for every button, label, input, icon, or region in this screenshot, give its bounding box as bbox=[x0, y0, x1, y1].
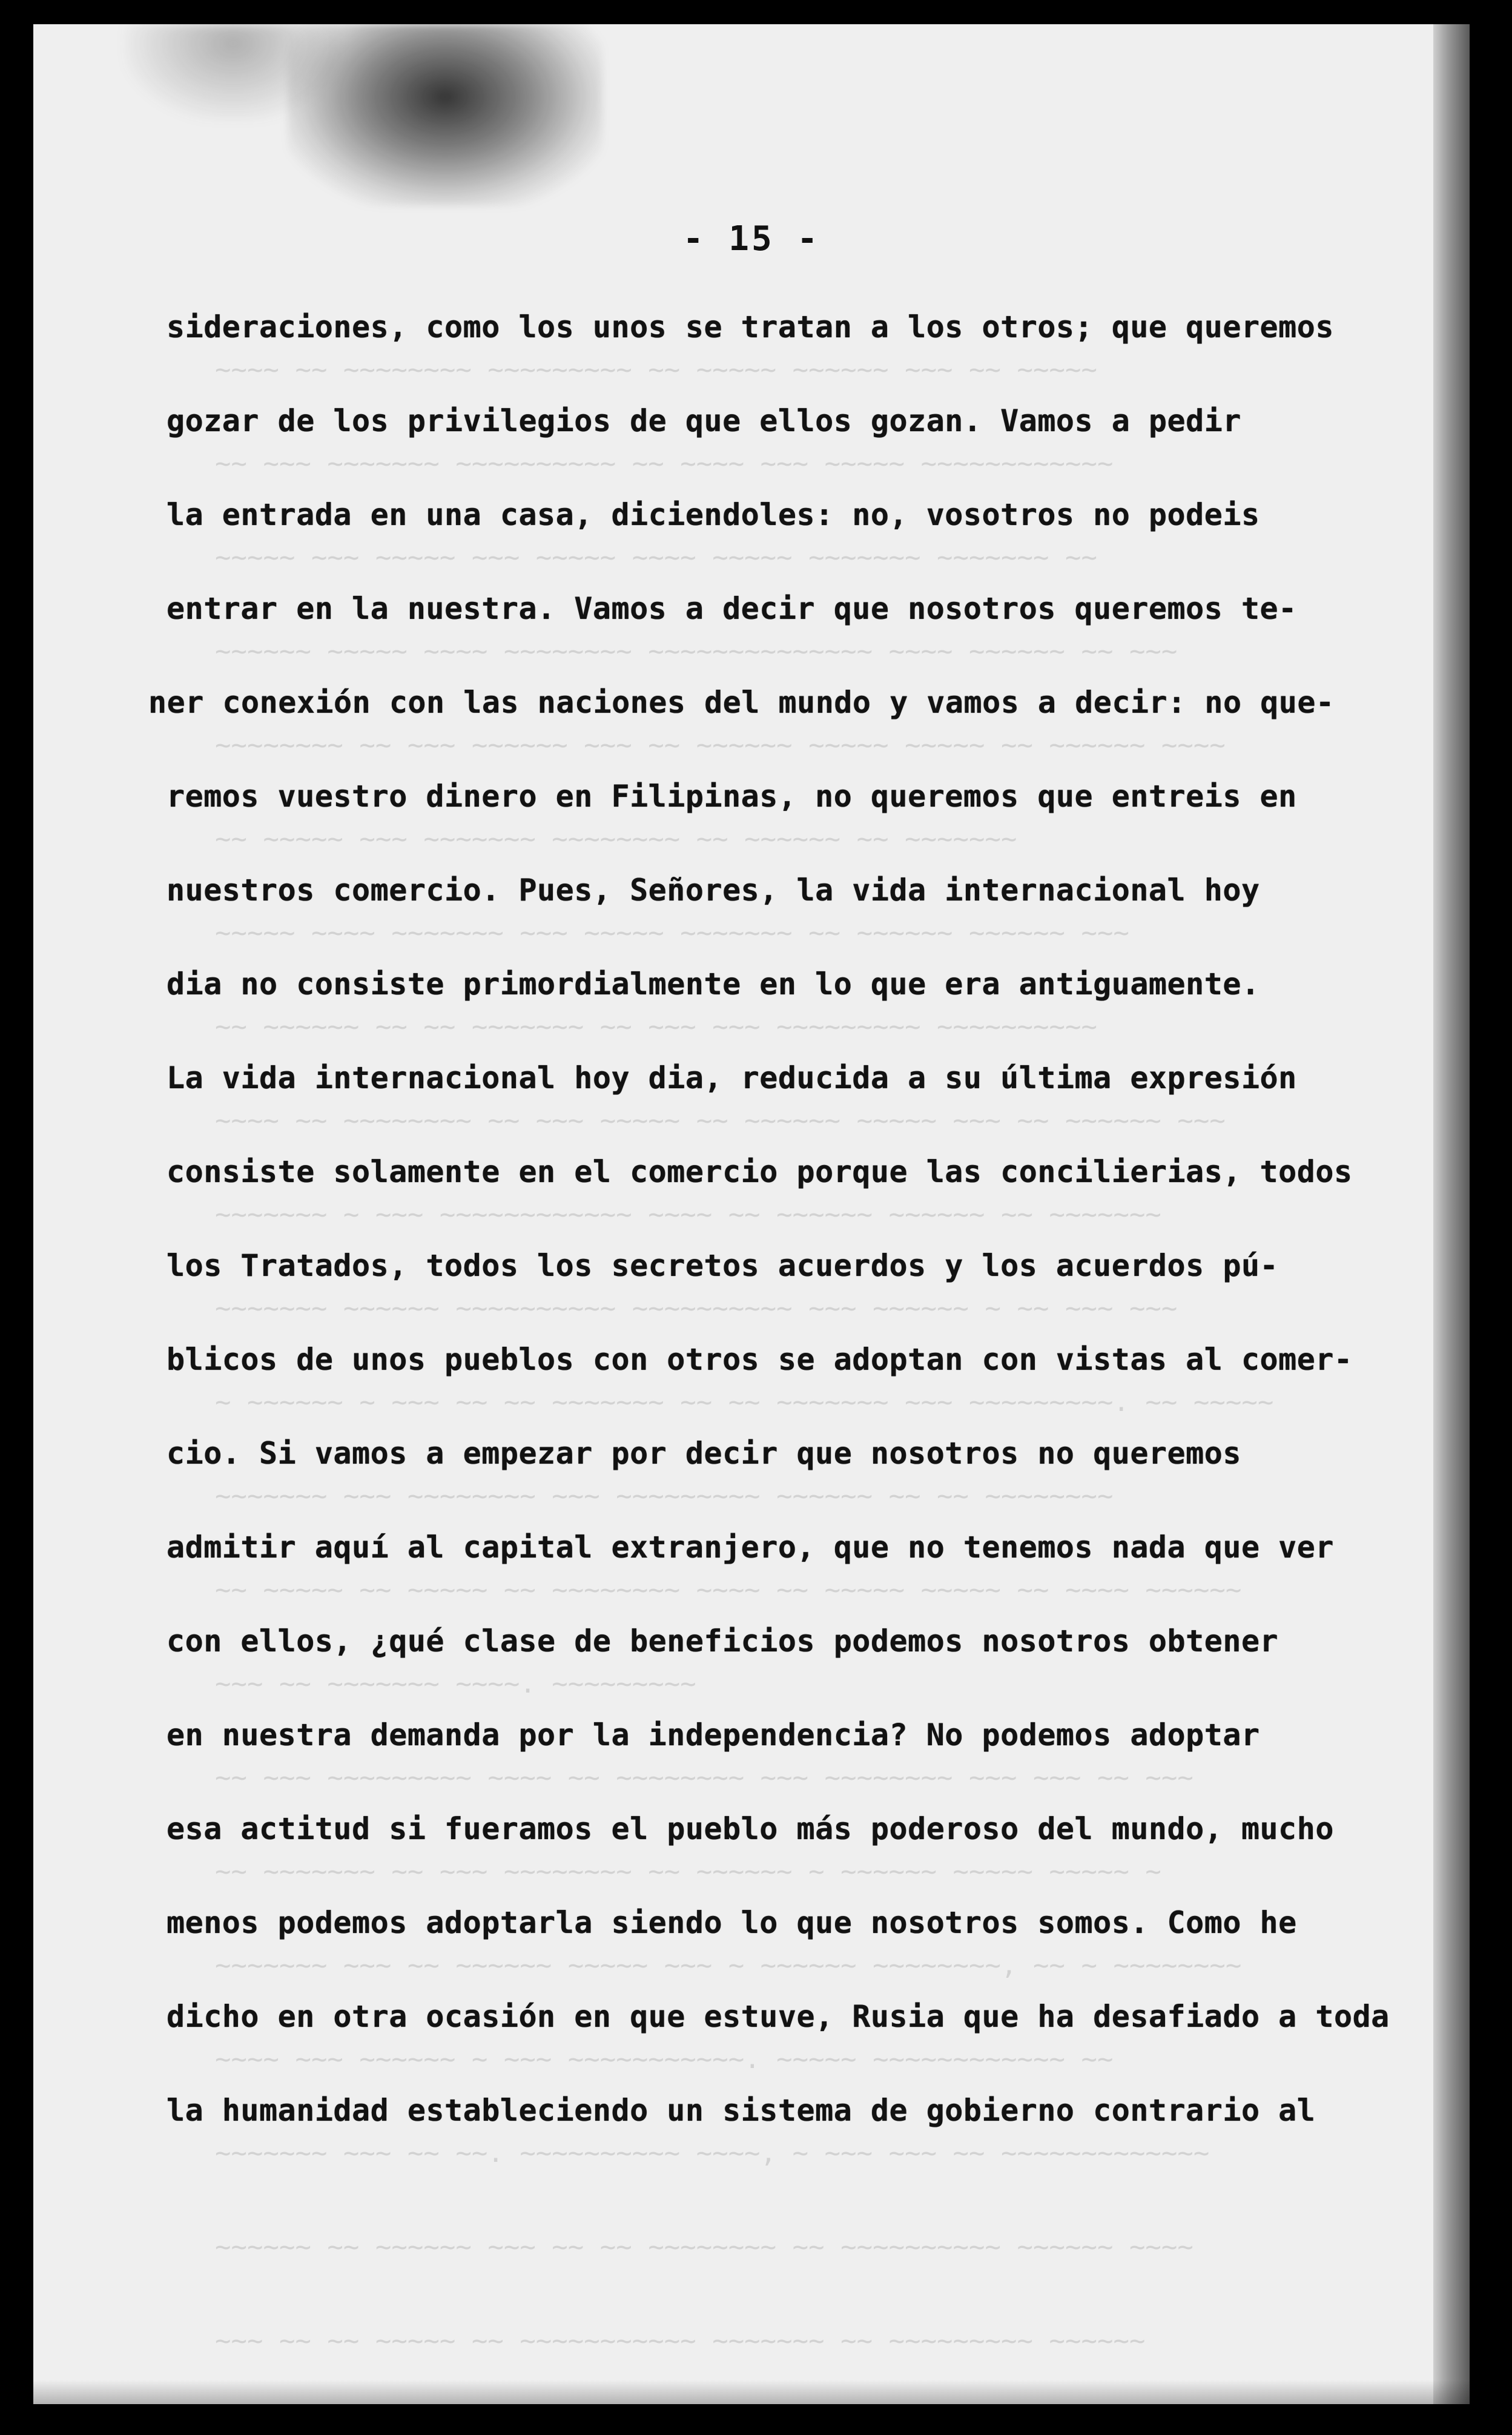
text-line: menos podemos adoptarla siendo lo que nosotros somos. Como he bbox=[167, 1905, 1297, 1940]
bleed-through-text: ~ ~~~~~~ ~ ~~~ ~~ ~~ ~~~~~~~ ~~ ~~ ~~~~~~~ ~~~ ~~~~~~~~~. ~~ ~~~~~ bbox=[215, 1387, 1274, 1418]
text-line: la entrada en una casa, diciendoles: no, vosotros no podeis bbox=[167, 497, 1260, 532]
bleed-through-text: ~~ ~~~~~ ~~ ~~~~~ ~~ ~~~~~~~~ ~~~~ ~~ ~~~~~ ~~~~~ ~~ ~~~~ ~~~~~~ bbox=[215, 1574, 1242, 1605]
text-line: ner conexión con las naciones del mundo y vamos a decir: no que- bbox=[148, 685, 1335, 720]
text-line: dia no consiste primordialmente en lo que era antiguamente. bbox=[167, 966, 1260, 1002]
bleed-through-text: ~~ ~~~~~~~ ~~ ~~~ ~~~~~~~~ ~~ ~~~~~~ ~ ~~~~~~ ~~~~~ ~~~~~ ~ bbox=[215, 1856, 1161, 1887]
bleed-through-text: ~~~~ ~~ ~~~~~~~~ ~~~~~~~~~ ~~ ~~~~~ ~~~~~~ ~~~ ~~ ~~~~~ bbox=[215, 354, 1097, 385]
bleed-through-text: ~~ ~~~ ~~~~~~~~~ ~~~~ ~~ ~~~~~~~~ ~~~ ~~~~~~~~ ~~~ ~~~ ~~ ~~~ bbox=[215, 1762, 1193, 1793]
bleed-through-text: ~~~~~~~ ~~~~~~ ~~~~~~~~~~ ~~~~~~~~~~ ~~~ ~~~~~~ ~ ~~ ~~~ ~~~ bbox=[215, 1293, 1178, 1324]
bleed-through-text: ~~ ~~~ ~~~~~~~ ~~~~~~~~~~ ~~ ~~~~ ~~~ ~~~~~ ~~~~~~~~~~~~ bbox=[215, 448, 1114, 479]
text-line: sideraciones, como los unos se tratan a los otros; que queremos bbox=[167, 309, 1334, 345]
bleed-through-text: ~~~~~~ ~~~~~ ~~~~ ~~~~~~~~ ~~~~~~~~~~~~~~ ~~~~ ~~~~~~ ~~ ~~~ bbox=[215, 636, 1178, 667]
text-line: admitir aquí al capital extranjero, que no tenemos nada que ver bbox=[167, 1530, 1334, 1565]
bleed-through-text: ~~~~~~~ ~~~ ~~~~~~~~ ~~~ ~~~~~~~~~ ~~~~~~ ~~ ~~ ~~~~~~~~ bbox=[215, 1481, 1114, 1512]
text-line: remos vuestro dinero en Filipinas, no queremos que entreis en bbox=[167, 779, 1297, 814]
body-text bbox=[148, 309, 1396, 2186]
text-line: en nuestra demanda por la independencia? No podemos adoptar bbox=[167, 1717, 1260, 1753]
page-number: - 15 - bbox=[682, 219, 820, 259]
text-line: con ellos, ¿qué clase de beneficios podemos nosotros obtener bbox=[167, 1624, 1279, 1659]
bleed-through-text: ~~~~~ ~~~ ~~~~~ ~~~ ~~~~~ ~~~~ ~~~~~ ~~~~~~~ ~~~~~~~ ~~ bbox=[215, 542, 1097, 573]
bleed-through-text: ~~~~~~ ~~ ~~~~~~ ~~~ ~~ ~~ ~~~~~~~~ ~~ ~~~~~~~~~~ ~~~~~~ ~~~~ bbox=[215, 2232, 1193, 2262]
bleed-through-text: ~~~~~~~~ ~~ ~~~ ~~~~~~ ~~~ ~~ ~~~~~~ ~~~~~ ~~~~~ ~~ ~~~~~~ ~~~~ bbox=[215, 730, 1226, 761]
bleed-through-text: ~~~ ~~ ~~~~~~~ ~~~~. ~~~~~~~~~ bbox=[215, 1668, 696, 1699]
bleed-through-text: ~~ ~~~~~ ~~~ ~~~~~~~ ~~~~~~~~ ~~ ~~~~~~ ~~ ~~~~~~~ bbox=[215, 824, 1017, 854]
bleed-through-text: ~~~~ ~~~ ~~~~~~ ~ ~~~ ~~~~~~~~~~~. ~~~~~ ~~~~~~~~~~~~ ~~ bbox=[215, 2044, 1114, 2075]
text-line: nuestros comercio. Pues, Señores, la vida internacional hoy bbox=[167, 873, 1260, 908]
text-line: consiste solamente en el comercio porque las concilierias, todos bbox=[167, 1154, 1353, 1189]
bleed-through-text: ~~~~~~~ ~~~ ~~ ~~~~~~ ~~~~~ ~~~ ~ ~~~~~~ ~~~~~~~~, ~~ ~ ~~~~~~~~ bbox=[215, 1950, 1242, 1981]
text-line: La vida internacional hoy dia, reducida a su última expresión bbox=[167, 1060, 1297, 1095]
page-bottom-shadow bbox=[33, 2380, 1470, 2404]
text-line: blicos de unos pueblos con otros se adoptan con vistas al comer- bbox=[167, 1342, 1353, 1377]
bleed-through-text: ~~~~~ ~~~~ ~~~~~~~ ~~~ ~~~~~ ~~~~~~~ ~~ ~~~~~~ ~~~~~~ ~~~ bbox=[215, 917, 1129, 948]
bleed-through-text: ~~~ ~~ ~~ ~~~~~ ~~ ~~~~~~~~~~~ ~~~~~~~ ~~ ~~~~~~~~~ ~~~~~~ bbox=[215, 2325, 1146, 2356]
bleed-through-text: ~~~~~~~ ~~~ ~~ ~~. ~~~~~~~~~~ ~~~~, ~ ~~~ ~~~ ~~ ~~~~~~~~~~~~~ bbox=[215, 2138, 1210, 2169]
text-line: gozar de los privilegios de que ellos gozan. Vamos a pedir bbox=[167, 403, 1241, 438]
text-line: dicho en otra ocasión en que estuve, Rusia que ha desafiado a toda bbox=[167, 1999, 1390, 2034]
bleed-through-text: ~~~~~~~ ~ ~~~ ~~~~~~~~~~~~ ~~~~ ~~ ~~~~~~ ~~~~~~ ~~ ~~~~~~~ bbox=[215, 1199, 1161, 1230]
text-line: entrar en la nuestra. Vamos a decir que nosotros queremos te- bbox=[167, 591, 1297, 626]
text-line: cio. Si vamos a empezar por decir que nosotros no queremos bbox=[167, 1436, 1241, 1471]
page-edge-shadow bbox=[1433, 24, 1470, 2404]
document-page bbox=[33, 24, 1470, 2404]
text-line: la humanidad estableciendo un sistema de gobierno contrario al bbox=[167, 2093, 1316, 2128]
bleed-through-text: ~~~~ ~~ ~~~~~~~~ ~~ ~~~ ~~~~~ ~~ ~~~~~~ ~~~~~ ~~~ ~~ ~~~~~~ ~~~ bbox=[215, 1105, 1226, 1136]
text-line: los Tratados, todos los secretos acuerdos y los acuerdos pú- bbox=[167, 1248, 1279, 1283]
text-line: esa actitud si fueramos el pueblo más poderoso del mundo, mucho bbox=[167, 1811, 1334, 1846]
bleed-through-text: ~~ ~~~~~~ ~~ ~~ ~~~~~~~ ~~ ~~~ ~~~ ~~~~~~~~~ ~~~~~~~~~~ bbox=[215, 1011, 1097, 1042]
ink-blot bbox=[288, 24, 602, 206]
